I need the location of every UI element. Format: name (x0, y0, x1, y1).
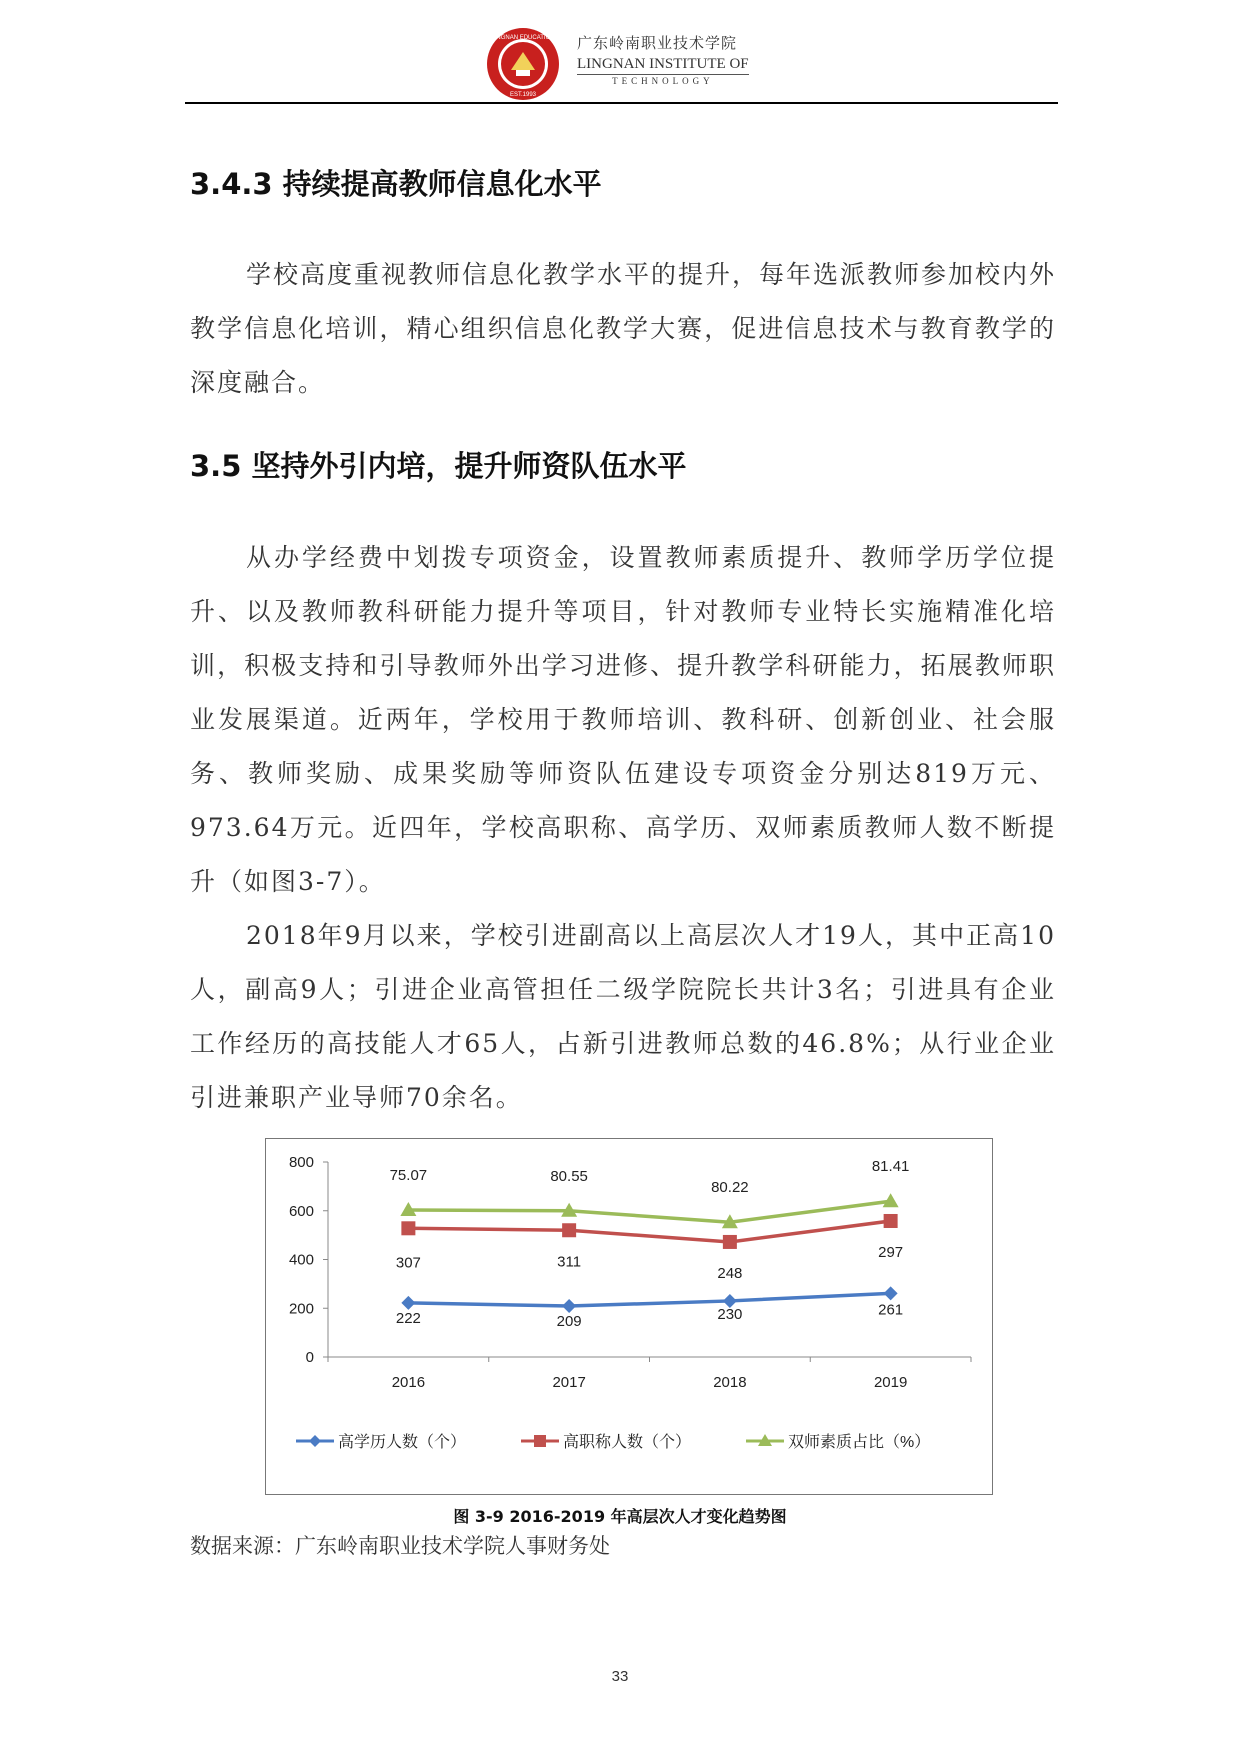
legend-marker-square (534, 1435, 546, 1447)
y-tick-label: 0 (305, 1349, 314, 1366)
logo-text-top: LINGNAN EDUCATION (491, 35, 555, 41)
legend-label-1: 高学历人数（个） (338, 1434, 467, 1451)
data-point-diamond (562, 1299, 576, 1313)
data-point-diamond (401, 1296, 415, 1310)
y-tick-label: 800 (288, 1154, 314, 1171)
section-35-paragraph-1: 从办学经费中划拨专项资金，设置教师素质提升、教师学历学位提升、以及教师教科研能力提升等项目，针对教师专业特长实施精准化培训，积极支持和引导教师外出学习进修、提升教学科研能力，拓展教师职业发展渠道。近两年，学校用于教师培训、教科研、创新创业、社会服务、教师奖励、成果奖励等师资队伍建设专项资金分别达819万元、973.64万元。近四年，学校高职称、高学历、双师素质教师人数不断提升（如图3-7）。 (190, 543, 1056, 896)
data-label: 80.22 (711, 1179, 749, 1197)
data-label: 75.07 (389, 1167, 428, 1185)
legend-label-3: 双师素质占比（%） (788, 1434, 931, 1451)
data-label: 81.41 (871, 1158, 910, 1176)
trend-chart-svg (266, 1139, 992, 1494)
x-tick-label: 2019 (873, 1374, 908, 1391)
y-tick-label: 600 (288, 1202, 314, 1220)
data-label: 307 (395, 1254, 421, 1272)
data-label: 209 (556, 1313, 582, 1331)
data-label: 297 (878, 1243, 904, 1261)
data-label: 230 (717, 1305, 743, 1323)
data-point-square (723, 1235, 737, 1249)
institution-name (577, 32, 749, 86)
section-35-paragraph-2: 2018年9月以来，学校引进副高以上高层次人才19人，其中正高10人，副高9人；引进企业高管担任二级学院院长共计3名；引进具有企业工作经历的高技能人才65人，占新引进教师总数的46.8%；从行业企业引进兼职产业导师70余名。 (190, 921, 1056, 1112)
x-tick-label: 2018 (713, 1374, 747, 1391)
data-label: 261 (878, 1301, 904, 1319)
data-point-diamond (884, 1286, 898, 1300)
series-line-3 (408, 1201, 890, 1222)
figure-caption: 图 3-9 2016-2019 年高层次人才变化趋势图 (453, 1507, 787, 1526)
institution-name-en-sub: TECHNOLOGY (577, 74, 749, 86)
series-line-2 (408, 1221, 890, 1242)
school-logo (485, 26, 561, 102)
x-tick-label: 2016 (391, 1374, 426, 1391)
data-point-square (884, 1214, 898, 1228)
y-tick-label: 200 (288, 1300, 314, 1318)
x-tick-label: 2017 (552, 1374, 586, 1391)
data-point-square (562, 1223, 576, 1237)
data-label: 80.55 (550, 1167, 588, 1185)
section-343-paragraph: 学校高度重视教师信息化教学水平的提升，每年选派教师参加校内外教学信息化培训，精心组织信息化教学大赛，促进信息技术与教育教学的深度融合。 (190, 260, 1057, 397)
section-35-title: 3.5 坚持外引内培，提升师资队伍水平 (190, 449, 687, 483)
legend-marker-diamond (309, 1435, 321, 1447)
section-343-title: 3.4.3 持续提高教师信息化水平 (190, 167, 602, 201)
page-number: 33 (611, 1668, 629, 1685)
y-tick-label: 400 (288, 1251, 314, 1269)
data-point-square (401, 1221, 415, 1235)
institution-name-en: LINGNAN INSTITUTE OF (577, 56, 749, 72)
series-line-1 (408, 1293, 890, 1306)
data-label: 222 (395, 1309, 421, 1327)
data-label: 311 (557, 1253, 582, 1271)
data-source: 数据来源：广东岭南职业技术学院人事财务处 (190, 1534, 610, 1558)
data-label: 248 (717, 1264, 743, 1282)
institution-name-cn: 广东岭南职业技术学院 (577, 34, 738, 52)
logo-text-bottom: EST.1993 (509, 92, 537, 98)
trend-chart (265, 1138, 993, 1495)
page-header (185, 20, 1058, 104)
legend-label-2: 高职称人数（个） (563, 1434, 692, 1451)
